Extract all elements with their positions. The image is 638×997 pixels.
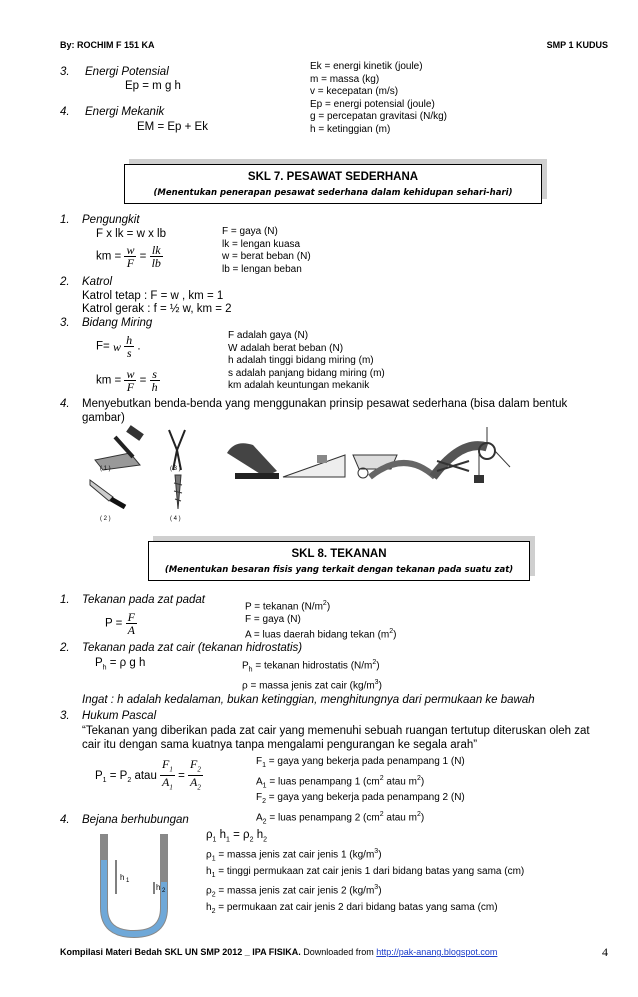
- svg-text:h: h: [156, 883, 161, 892]
- numerator: F: [127, 610, 135, 624]
- bidang-km-formula: [96, 368, 160, 393]
- w-symbol: w: [112, 339, 121, 354]
- legend-text: = gaya yang bekerja pada penampang 2 (N): [268, 792, 465, 804]
- legend-line: $A_1$ = luas penampang 1 ($cm^2$ atau $m^2$): [256, 774, 425, 789]
- bejana-title: Bejana berhubungan: [82, 814, 189, 826]
- pascal-text-2: cair itu dengan sama kuatnya tanpa mengalami pengurangan ke segala arah”: [82, 739, 478, 751]
- item-number: 2.: [60, 642, 70, 654]
- bidang-title: Bidang Miring: [82, 317, 153, 329]
- km-label: km =: [96, 374, 122, 387]
- fraction: [124, 368, 136, 393]
- legend-line: v = kecepatan (m/s): [310, 86, 399, 97]
- bidang-f-formula: [96, 334, 141, 359]
- numerator: h: [126, 333, 133, 347]
- legend-line: $A_2$ = luas penampang 2 ($cm^2$ atau $m^2$): [256, 810, 425, 826]
- legend-line: A = luas daerah bidang tekan $(m^2)$: [245, 628, 397, 641]
- legend-line: F = gaya (N): [222, 226, 278, 237]
- hidro-formula: [95, 657, 145, 674]
- legend-line: lk = lengan kuasa: [222, 238, 301, 250]
- legend-text: = massa jenis zat cair jenis 2 (kg/m: [218, 885, 375, 897]
- footer: [60, 947, 497, 957]
- hidro-legend: [242, 657, 382, 692]
- footer-downloaded: Downloaded from: [300, 947, 377, 957]
- numerator: w: [126, 367, 135, 381]
- hidro-title: Tekanan pada zat cair (tekanan hidrostatis): [82, 642, 303, 654]
- pascal-formula: $P_1 = P_2$ atau $\frac{F_1}{A_1}$ = $\frac{F_2}{A_2}$: [95, 757, 201, 792]
- energy-potential-formula: Ep = m g h: [125, 80, 181, 92]
- legend-line: ρ = massa jenis zat cair $(kg/m^3)$: [242, 678, 382, 692]
- f-label: F=: [96, 340, 110, 353]
- legend-line: Ek = energi kinetik (joule): [310, 61, 423, 72]
- legend-line: F = gaya (N): [245, 613, 301, 625]
- picture-label: ( 2 ): [100, 516, 111, 522]
- subscript: h: [102, 664, 107, 672]
- legend-text: P = tekanan (N/m: [245, 601, 323, 613]
- legend-text: A = luas daerah bidang tekan (m: [245, 629, 390, 641]
- legend-text: P: [242, 660, 249, 672]
- denominator: A: [127, 623, 135, 637]
- equals: =: [139, 250, 147, 263]
- tekanan-title: Tekanan pada zat padat: [82, 594, 205, 606]
- item-number: 3.: [60, 66, 70, 78]
- item-number: 1.: [60, 594, 70, 606]
- pengungkit-km: [96, 244, 163, 269]
- formula-rest: = ρ g h: [106, 657, 146, 669]
- item-number: 3.: [60, 710, 70, 722]
- legend-text: = massa jenis zat cair jenis 1 (kg/m: [218, 849, 375, 861]
- energy-legend: [310, 61, 447, 136]
- item-number: 1.: [60, 214, 70, 226]
- energy-potential-title: Energi Potensial: [85, 66, 169, 78]
- hammer-nail-icon: [95, 425, 144, 470]
- numerator: lk: [150, 244, 163, 257]
- inclined-plane-icon: [283, 455, 345, 477]
- skl7-subtitle: (Menentukan penerapan pesawat sederhana dalam kehidupan sehari-hari): [153, 188, 513, 198]
- header-right: SMP 1 KUDUS: [546, 40, 608, 50]
- katrol-line2: Katrol gerak : f = ½ w, km = 2: [82, 303, 232, 315]
- p-symbol: P: [95, 657, 103, 669]
- pascal-title: Hukum Pascal: [82, 710, 157, 722]
- legend-line: $P_h$ = tekanan hidrostatis $(N/m^2)$: [242, 659, 380, 674]
- numerator: s: [150, 368, 160, 381]
- fraction: [150, 244, 163, 269]
- bejana-legend: [206, 846, 524, 919]
- picture-label: ( 1 ): [100, 466, 111, 472]
- legend-line: m = massa (kg): [310, 73, 380, 85]
- item-number: 4.: [60, 398, 70, 410]
- denominator: lb: [151, 256, 161, 270]
- item-number: 4.: [60, 106, 70, 118]
- fraction: [150, 368, 160, 393]
- legend-line: $\rho_2$ = massa jenis zat cair jenis 2 $(kg/m^3)$: [206, 884, 382, 899]
- benda-text-1: Menyebutkan benda-benda yang menggunakan prinsip pesawat sederhana (bisa dalam bentuk: [82, 398, 568, 410]
- p-label: P =: [105, 617, 123, 630]
- item-number: 2.: [60, 276, 70, 288]
- skl8-title: SKL 8. TEKANAN: [291, 548, 387, 560]
- denominator: F: [126, 380, 135, 394]
- denominator: F: [126, 256, 135, 270]
- pengungkit-title: Pengungkit: [82, 214, 140, 226]
- energy-mechanic-formula: EM = Ep + Ek: [137, 121, 208, 133]
- pascal-text-1: “Tekanan yang diberikan pada zat cair yang memenuhi sebuah ruangan tertutup diteruskan oleh zat: [82, 725, 590, 737]
- legend-text: = gaya yang bekerja pada penampang 1 (N): [268, 756, 465, 767]
- tekanan-formula: [105, 611, 137, 636]
- legend-line: $h_2$ = permukaan zat cair jenis 2 dari bidang batas yang sama (cm): [206, 902, 498, 916]
- tools-illustration: [85, 425, 195, 530]
- bejana-formula: $\rho_1$ $h_1 = \rho_2$ $h_2$: [206, 829, 268, 844]
- legend-text: = tekanan hidrostatis (N/m: [252, 660, 373, 672]
- svg-text:1: 1: [126, 878, 130, 884]
- pengungkit-legend: [222, 226, 311, 276]
- denominator: s: [126, 346, 132, 360]
- pengungkit-formula: F x lk = w x lb: [96, 228, 166, 240]
- legend-line: $\rho_1$ = massa jenis zat cair jenis 1 $(kg/m^3)$: [206, 848, 382, 863]
- legend-line: F adalah gaya (N): [228, 330, 309, 341]
- picture-label: ( 3 ): [170, 466, 181, 472]
- header-left: By: ROCHIM F 151 KA: [60, 40, 155, 50]
- svg-text:h: h: [120, 873, 125, 882]
- item-number: 4.: [60, 814, 70, 826]
- pulley-icon: [474, 427, 510, 483]
- screw-icon: [174, 475, 182, 509]
- legend-text: = luas penampang 2 (cm: [269, 812, 380, 824]
- katrol-line1: Katrol tetap : F = w , km = 1: [82, 290, 224, 302]
- fraction: $\frac{F_1}{A_1}$: [162, 757, 173, 792]
- page-number: 4: [602, 945, 608, 959]
- skl8-subtitle: (Menentukan besaran fisis yang terkait dengan tekanan pada suatu zat): [164, 565, 514, 575]
- tekanan-legend: [245, 598, 397, 642]
- katrol-title: Katrol: [82, 276, 113, 288]
- fraction: [124, 334, 134, 359]
- footer-link[interactable]: http://pak-anang.blogspot.com: [376, 947, 498, 957]
- legend-line: km adalah keuntungan mekanik: [228, 380, 370, 391]
- legend-line: h adalah tinggi bidang miring (m): [228, 355, 374, 366]
- p-symbol: P: [95, 769, 103, 782]
- legend-line: g = percepatan gravitasi (N/kg): [310, 111, 448, 122]
- legend-text: ρ = massa jenis zat cair (kg/m: [242, 680, 375, 692]
- fraction: [126, 611, 137, 636]
- pascal-legend: [256, 756, 465, 829]
- fraction: [124, 244, 136, 269]
- pliers-icon: [169, 430, 185, 470]
- equals: =: [139, 374, 147, 387]
- denominator: h: [151, 380, 158, 394]
- benda-text-2: gambar): [82, 412, 125, 424]
- bidang-legend: [228, 330, 385, 393]
- fraction: $\frac{F_2}{A_2}$: [190, 757, 201, 792]
- numerator: w: [126, 243, 135, 257]
- svg-text:2: 2: [162, 888, 166, 894]
- hidro-note: Ingat : h adalah kedalaman, bukan ketinggian, menghitungnya dari permukaan ke bawah: [82, 694, 535, 706]
- legend-line: $F_1$ = gaya yang bekerja pada penampang 1 (N): [256, 756, 465, 769]
- legend-text: = permukaan zat cair jenis 2 dari bidang batas yang sama (cm): [218, 902, 498, 914]
- stapler-icon: [227, 443, 279, 479]
- skl8-box: [148, 541, 530, 581]
- skl7-box: [124, 164, 542, 204]
- legend-line: P = tekanan $(N/m^2)$: [245, 600, 331, 613]
- footer-text: Kompilasi Materi Bedah SKL UN SMP 2012 _ IPA FISIKA.: [60, 947, 301, 957]
- energy-mechanic-title: Energi Mekanik: [85, 106, 165, 118]
- legend-line: Ep = energi potensial (joule): [310, 98, 435, 110]
- legend-line: h = ketinggian (m): [310, 123, 391, 135]
- km-label: km =: [96, 250, 122, 263]
- legend-line: w = berat beban (N): [222, 251, 311, 262]
- item-number: 3.: [60, 317, 70, 329]
- u-tube-diagram: [96, 830, 176, 940]
- dot: .: [137, 340, 141, 353]
- subscript: h: [248, 666, 253, 674]
- legend-line: lb = lengan beban: [222, 263, 302, 275]
- legend-text: = tinggi permukaan zat cair jenis 1 dari bidang batas yang sama (cm): [218, 865, 525, 877]
- legend-line: W adalah berat beban (N): [228, 342, 344, 354]
- picture-label: ( 4 ): [170, 516, 181, 522]
- legend-line: $h_1$ = tinggi permukaan zat cair jenis 1 dari bidang batas yang sama (cm): [206, 865, 525, 879]
- legend-line: $F_2$ = gaya yang bekerja pada penampang 2 (N): [256, 792, 465, 806]
- skl7-title: SKL 7. PESAWAT SEDERHANA: [247, 171, 419, 183]
- knife-icon: [90, 480, 125, 507]
- machines-illustration: [225, 425, 525, 485]
- legend-text: = luas penampang 1 (cm: [269, 775, 380, 787]
- legend-line: s adalah panjang bidang miring (m): [228, 367, 385, 379]
